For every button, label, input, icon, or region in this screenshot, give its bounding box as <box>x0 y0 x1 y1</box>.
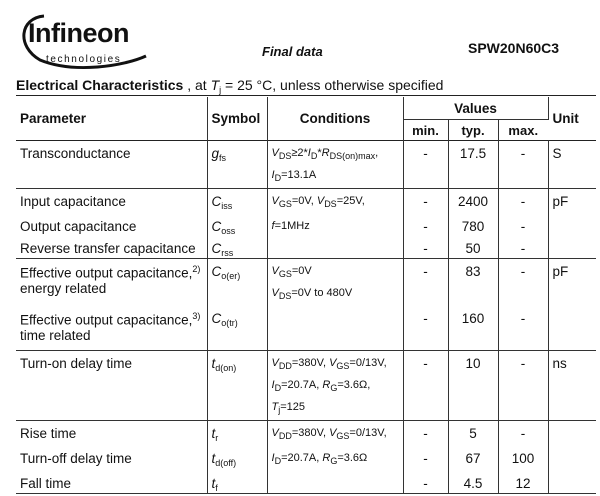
conditions-cell <box>267 214 403 236</box>
param-cell <box>16 214 207 236</box>
conditions-cell <box>267 306 403 350</box>
symbol: t <box>211 450 216 466</box>
table-row <box>16 471 596 494</box>
symbol-cell <box>207 214 267 236</box>
symbol: C <box>211 219 222 234</box>
param-cell <box>16 420 207 446</box>
symbol: t <box>211 355 216 371</box>
symbol-cell <box>207 259 267 307</box>
conditions-cell <box>267 236 403 259</box>
unit-cell: S <box>548 141 596 189</box>
conditions-cell <box>267 446 403 471</box>
param-cell <box>16 446 207 471</box>
conditions-cell <box>267 350 403 420</box>
table-row <box>16 214 596 236</box>
unit-cell <box>548 236 596 259</box>
condition-line: $V_{DD}=380V$, $V_{GS}=0/13V$, <box>271 356 387 371</box>
part-number: SPW20N60C3 <box>468 40 560 56</box>
table-row <box>16 446 596 471</box>
logo-subtext: technologies <box>46 54 122 65</box>
logo-text: Infineon <box>28 18 129 48</box>
condition-line: $I_D=13.1A$ <box>271 169 317 183</box>
header-conditions: Conditions <box>267 97 403 141</box>
symbol: t <box>211 425 216 441</box>
unit-cell <box>548 214 596 236</box>
table-row <box>16 420 596 446</box>
condition-line: f=1MHz <box>271 220 310 232</box>
header-min: min. <box>403 120 448 141</box>
symbol-cell <box>207 189 267 215</box>
section-title: Electrical Characteristics <box>16 77 184 93</box>
max-cell: - <box>498 236 548 259</box>
divider <box>16 95 596 96</box>
header-unit: Unit <box>552 111 579 126</box>
param-label-2: time related <box>20 327 91 343</box>
param-label: Turn-off delay time <box>20 450 132 466</box>
characteristics-table <box>16 97 596 494</box>
conditions-cell <box>267 259 403 307</box>
min-cell: - <box>403 350 448 420</box>
table-row <box>16 189 596 215</box>
min-cell: - <box>403 306 448 350</box>
symbol-sub: rss <box>221 248 234 258</box>
table-row <box>16 306 596 350</box>
typ-cell: 4.5 <box>448 471 498 494</box>
header-symbol: Symbol <box>207 97 267 141</box>
symbol-sub: d(off) <box>215 457 237 468</box>
conditions-cell <box>267 471 403 494</box>
unit-cell: ns <box>548 350 596 420</box>
symbol: C <box>211 264 222 279</box>
min-cell: - <box>403 189 448 215</box>
param-label-2: energy related <box>20 280 107 296</box>
unit-cell <box>548 420 596 446</box>
param-footnote: 3) <box>192 311 201 321</box>
infineon-logo <box>14 8 154 74</box>
condition-line: $V_{DS}\ge 2*I_D*R_{DS(on)max}$, <box>271 147 379 161</box>
symbol-cell <box>207 471 267 494</box>
min-cell: - <box>403 446 448 471</box>
min-cell: - <box>403 236 448 259</box>
max-cell: - <box>498 306 548 350</box>
symbol-cell <box>207 420 267 446</box>
max-cell: - <box>498 350 548 420</box>
condition-line: $I_D=20.7A$, $R_G=3.6\Omega$ <box>271 451 368 466</box>
param-label: Turn-on delay time <box>20 355 133 371</box>
typ-cell: 10 <box>448 350 498 420</box>
typ-cell: 67 <box>448 446 498 471</box>
max-cell: 12 <box>498 471 548 494</box>
param-label: Input capacitance <box>20 194 126 209</box>
header-parameter: Parameter <box>16 97 207 141</box>
section-heading <box>16 77 443 95</box>
symbol-sub: fs <box>219 153 227 163</box>
symbol: C <box>211 241 222 256</box>
section-suffix-post: = 25 °C, unless otherwise specified <box>221 77 444 93</box>
max-cell: - <box>498 189 548 215</box>
param-cell <box>16 189 207 215</box>
temp-symbol: T <box>210 77 220 93</box>
symbol-sub: o(er) <box>221 271 241 281</box>
section-suffix-pre: , at <box>183 77 211 93</box>
param-label: Reverse transfer capacitance <box>20 241 196 256</box>
symbol: g <box>211 146 220 161</box>
symbol-sub: iss <box>221 201 233 211</box>
param-footnote: 2) <box>192 264 201 274</box>
temp-sub: j <box>219 85 222 95</box>
min-cell: - <box>403 471 448 494</box>
conditions-cell <box>267 189 403 215</box>
symbol-sub: r <box>215 432 219 443</box>
header-typ: typ. <box>448 120 498 141</box>
symbol: C <box>211 194 222 209</box>
typ-cell: 2400 <box>448 189 498 215</box>
conditions-cell <box>267 420 403 446</box>
param-label: Fall time <box>20 475 72 491</box>
min-cell: - <box>403 259 448 307</box>
condition-line: $V_{GS}=0V$, $V_{DS}=25V$, <box>271 195 365 209</box>
symbol-cell <box>207 236 267 259</box>
symbol-sub: f <box>215 482 218 493</box>
condition-line: $I_D=20.7A$, $R_G=3.6\Omega$, <box>271 378 371 393</box>
condition-line: $V_{DD}=380V$, $V_{GS}=0/13V$, <box>271 426 387 441</box>
max-cell: - <box>498 420 548 446</box>
max-cell: - <box>498 141 548 189</box>
unit-cell <box>548 471 596 494</box>
typ-cell: 160 <box>448 306 498 350</box>
symbol: C <box>211 311 222 326</box>
param-label: Output capacitance <box>20 219 137 234</box>
typ-cell: 5 <box>448 420 498 446</box>
param-cell <box>16 306 207 350</box>
typ-cell: 780 <box>448 214 498 236</box>
unit-cell: pF <box>552 264 569 279</box>
symbol-sub: o(tr) <box>221 318 238 328</box>
max-cell: - <box>498 259 548 307</box>
typ-cell: 17.5 <box>448 141 498 189</box>
symbol-cell <box>207 141 267 189</box>
typ-cell: 83 <box>448 259 498 307</box>
param-label: Rise time <box>20 425 77 441</box>
table-row <box>16 259 596 307</box>
symbol-cell <box>207 350 267 420</box>
table-row <box>16 350 596 420</box>
condition-line: $V_{GS}=0V$ <box>271 265 312 279</box>
param-label: Transconductance <box>20 146 131 161</box>
min-cell: - <box>403 214 448 236</box>
param-label: Effective output capacitance, <box>20 312 193 328</box>
param-cell <box>16 236 207 259</box>
param-cell <box>16 141 207 189</box>
param-label: Effective output capacitance, <box>20 265 193 281</box>
unit-cell <box>548 306 596 350</box>
symbol-sub: d(on) <box>215 362 237 373</box>
table-body <box>16 141 596 494</box>
unit-cell <box>548 446 596 471</box>
unit-cell: pF <box>552 194 569 209</box>
symbol-sub: oss <box>221 226 236 236</box>
min-cell: - <box>403 141 448 189</box>
conditions-cell <box>267 141 403 189</box>
min-cell: - <box>403 420 448 446</box>
table-row <box>16 141 596 189</box>
condition-line: $V_{DS}=0V$ to 480V <box>271 287 353 301</box>
symbol-cell <box>207 306 267 350</box>
max-cell: 100 <box>498 446 548 471</box>
condition-line: $T_j=125$ <box>271 400 306 415</box>
typ-cell: 50 <box>448 236 498 259</box>
header-values: Values <box>403 97 548 120</box>
param-cell <box>16 350 207 420</box>
symbol: t <box>211 475 216 491</box>
header-max: max. <box>508 122 539 138</box>
max-cell: - <box>498 214 548 236</box>
symbol-cell <box>207 446 267 471</box>
param-cell <box>16 259 207 307</box>
table-row <box>16 236 596 259</box>
param-cell <box>16 471 207 494</box>
doc-status: Final data <box>262 44 323 59</box>
